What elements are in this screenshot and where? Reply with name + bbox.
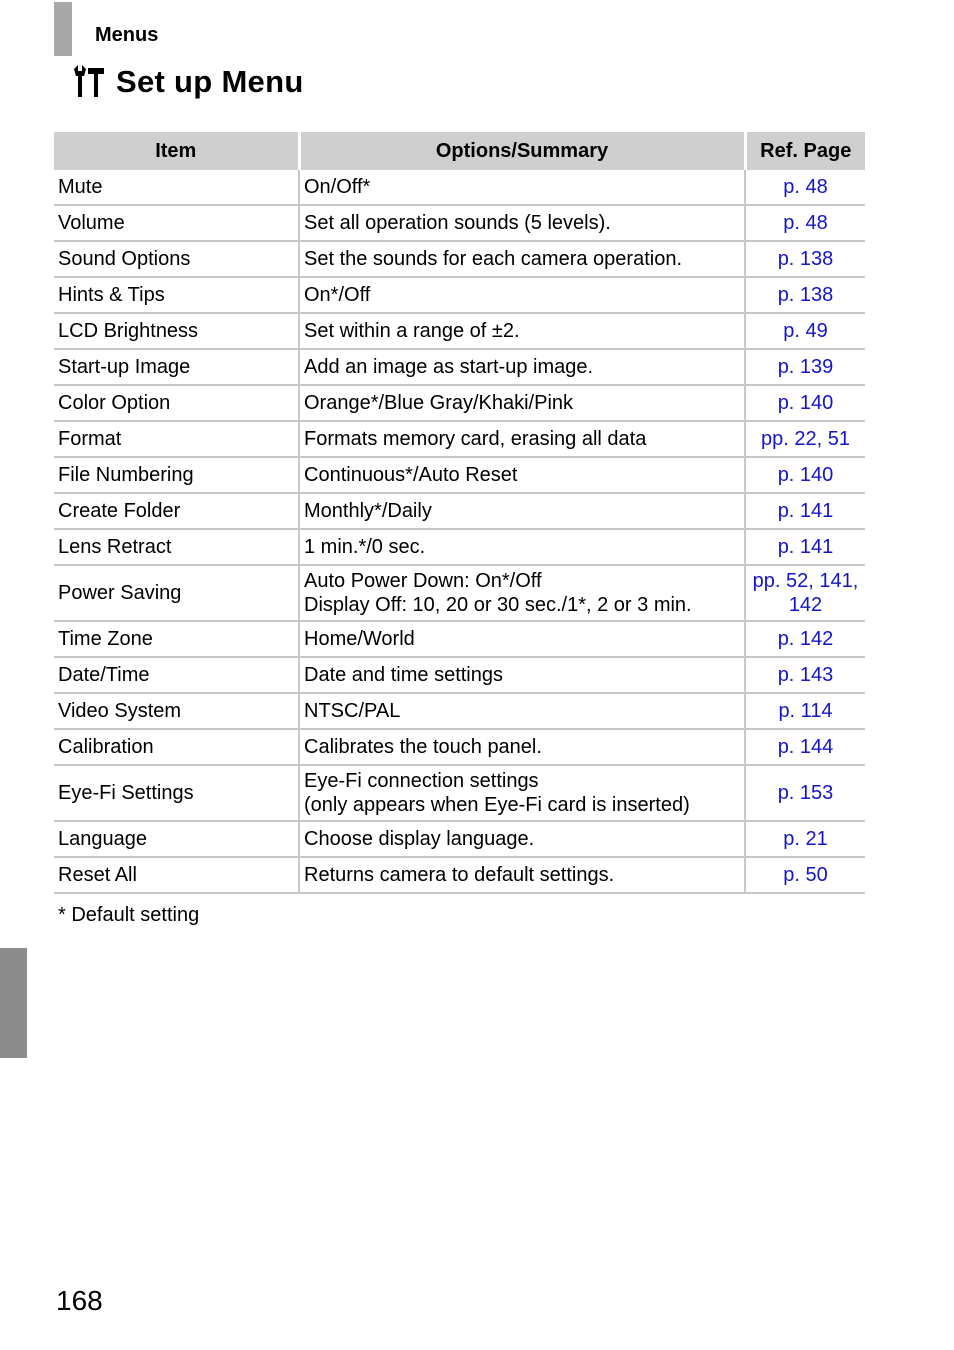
- item-cell: Create Folder: [54, 493, 299, 529]
- table-row: [54, 241, 865, 277]
- ref-page-link[interactable]: pp. 52, 141, 142: [745, 565, 865, 621]
- page-title-row: [70, 64, 304, 100]
- item-cell: File Numbering: [54, 457, 299, 493]
- table-row: [54, 765, 865, 821]
- table-row: [54, 657, 865, 693]
- options-line: 1 min.*/0 sec.: [304, 536, 426, 558]
- table-row: [54, 693, 865, 729]
- options-line: Returns camera to default settings.: [304, 864, 615, 886]
- table-row: [54, 821, 865, 857]
- column-header-options: Options/Summary: [299, 132, 745, 170]
- options-line: Add an image as start-up image.: [304, 356, 594, 378]
- table-row: [54, 385, 865, 421]
- ref-page-link[interactable]: p. 141: [745, 529, 865, 565]
- item-cell: Mute: [54, 170, 299, 205]
- table-row: [54, 493, 865, 529]
- ref-page-link[interactable]: p. 50: [745, 857, 865, 893]
- table-row: [54, 349, 865, 385]
- options-cell: [299, 241, 745, 277]
- options-line: Orange*/Blue Gray/Khaki/Pink: [304, 392, 574, 414]
- options-line: Set the sounds for each camera operation.: [304, 248, 683, 270]
- item-cell: Hints & Tips: [54, 277, 299, 313]
- table-row: [54, 529, 865, 565]
- options-cell: [299, 170, 745, 205]
- side-thumb-tab: [0, 948, 27, 1058]
- footnote: * Default setting: [58, 904, 200, 926]
- setup-menu-table: [54, 132, 865, 894]
- wrench-hammer-icon: [70, 65, 106, 99]
- table-row: [54, 170, 865, 205]
- ref-page-link[interactable]: pp. 22, 51: [745, 421, 865, 457]
- options-cell: [299, 493, 745, 529]
- ref-page-link[interactable]: p. 139: [745, 349, 865, 385]
- table-row: [54, 857, 865, 893]
- ref-page-link[interactable]: p. 21: [745, 821, 865, 857]
- item-cell: Reset All: [54, 857, 299, 893]
- column-header-item: Item: [54, 132, 299, 170]
- column-header-ref: Ref. Page: [745, 132, 865, 170]
- options-line: NTSC/PAL: [304, 700, 401, 722]
- item-cell: Eye-Fi Settings: [54, 765, 299, 821]
- options-line: Display Off: 10, 20 or 30 sec./1*, 2 or 3 min.: [304, 594, 692, 616]
- ref-page-link[interactable]: p. 143: [745, 657, 865, 693]
- ref-page-link[interactable]: p. 48: [745, 205, 865, 241]
- options-line: Monthly*/Daily: [304, 500, 432, 522]
- options-cell: [299, 729, 745, 765]
- item-cell: Video System: [54, 693, 299, 729]
- options-line: Set within a range of ±2.: [304, 320, 520, 342]
- item-cell: Format: [54, 421, 299, 457]
- options-line: Continuous*/Auto Reset: [304, 464, 518, 486]
- item-cell: Start-up Image: [54, 349, 299, 385]
- options-cell: [299, 621, 745, 657]
- options-line: Formats memory card, erasing all data: [304, 428, 647, 450]
- table-row: [54, 313, 865, 349]
- item-cell: LCD Brightness: [54, 313, 299, 349]
- table-row: [54, 421, 865, 457]
- item-cell: Sound Options: [54, 241, 299, 277]
- table-row: [54, 277, 865, 313]
- options-cell: [299, 421, 745, 457]
- item-cell: Lens Retract: [54, 529, 299, 565]
- item-cell: Power Saving: [54, 565, 299, 621]
- options-cell: [299, 821, 745, 857]
- options-line: Calibrates the touch panel.: [304, 736, 542, 758]
- options-cell: [299, 529, 745, 565]
- item-cell: Time Zone: [54, 621, 299, 657]
- table-row: [54, 457, 865, 493]
- options-cell: [299, 349, 745, 385]
- options-cell: [299, 277, 745, 313]
- ref-page-link[interactable]: p. 138: [745, 277, 865, 313]
- table-row: [54, 565, 865, 621]
- ref-page-link[interactable]: p. 49: [745, 313, 865, 349]
- options-cell: [299, 693, 745, 729]
- options-line: Date and time settings: [304, 664, 503, 686]
- options-cell: [299, 765, 745, 821]
- item-cell: Calibration: [54, 729, 299, 765]
- ref-page-link[interactable]: p. 114: [745, 693, 865, 729]
- ref-page-link[interactable]: p. 138: [745, 241, 865, 277]
- ref-page-link[interactable]: p. 140: [745, 385, 865, 421]
- options-cell: [299, 857, 745, 893]
- ref-page-link[interactable]: p. 48: [745, 170, 865, 205]
- section-marker-bar: [54, 2, 72, 56]
- options-cell: [299, 565, 745, 621]
- options-line: Auto Power Down: On*/Off: [304, 570, 542, 592]
- ref-page-link[interactable]: p. 142: [745, 621, 865, 657]
- options-cell: [299, 457, 745, 493]
- table-row: [54, 621, 865, 657]
- options-line: (only appears when Eye-Fi card is inserted): [304, 794, 690, 816]
- table-row: [54, 729, 865, 765]
- table-row: [54, 205, 865, 241]
- options-cell: [299, 313, 745, 349]
- options-cell: [299, 385, 745, 421]
- section-label: Menus: [95, 24, 159, 46]
- item-cell: Volume: [54, 205, 299, 241]
- item-cell: Date/Time: [54, 657, 299, 693]
- page-number: 168: [56, 1285, 103, 1316]
- page-title: Set up Menu: [116, 64, 304, 99]
- item-cell: Language: [54, 821, 299, 857]
- ref-page-link[interactable]: p. 144: [745, 729, 865, 765]
- options-line: Set all operation sounds (5 levels).: [304, 212, 611, 234]
- options-cell: [299, 205, 745, 241]
- options-cell: [299, 657, 745, 693]
- options-line: On/Off*: [304, 176, 371, 198]
- options-line: Home/World: [304, 628, 415, 650]
- options-line: On*/Off: [304, 284, 371, 306]
- ref-page-link[interactable]: p. 153: [745, 765, 865, 821]
- table-body: [54, 170, 865, 893]
- item-cell: Color Option: [54, 385, 299, 421]
- options-line: Choose display language.: [304, 828, 535, 850]
- ref-page-link[interactable]: p. 141: [745, 493, 865, 529]
- ref-page-link[interactable]: p. 140: [745, 457, 865, 493]
- options-line: Eye-Fi connection settings: [304, 770, 539, 792]
- table-header-row: [54, 132, 865, 170]
